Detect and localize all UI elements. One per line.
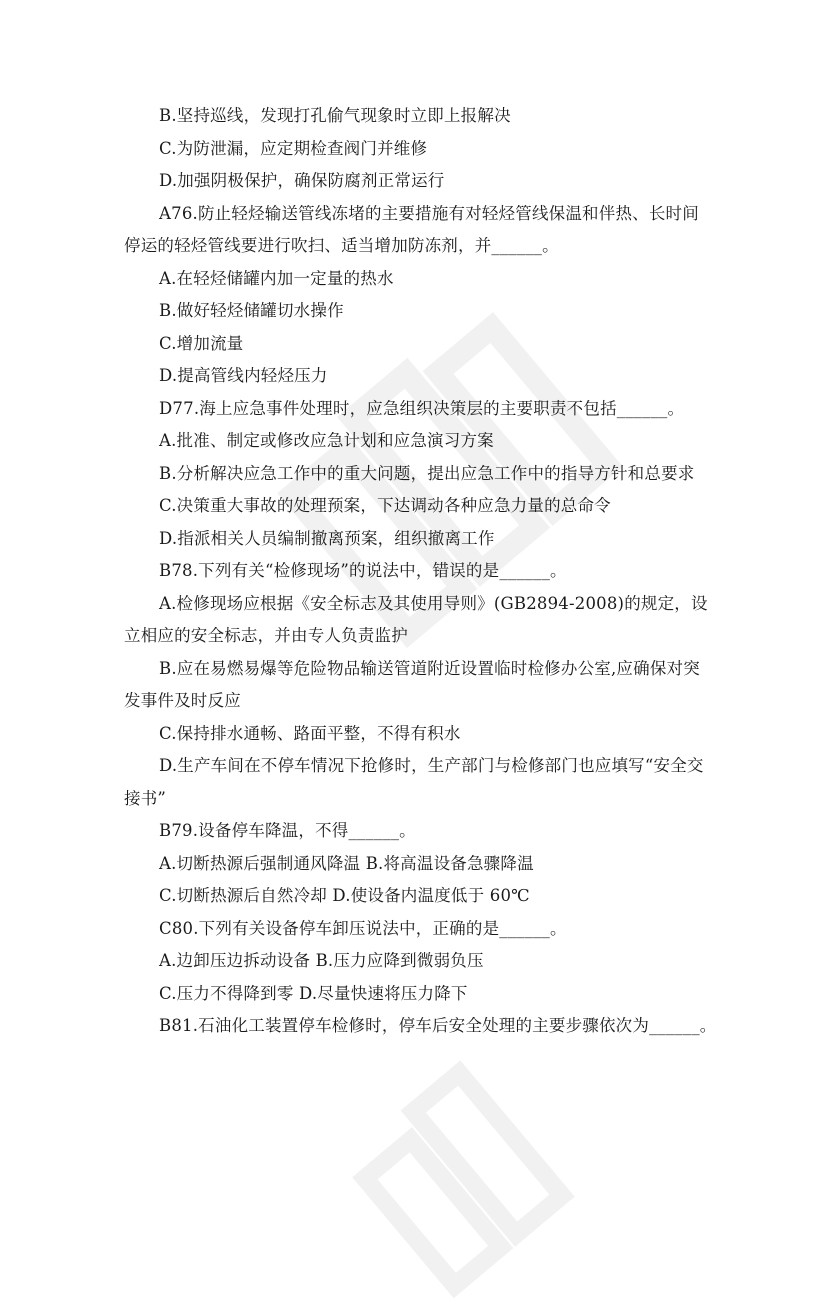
option-line: C.压力不得降到零 D.尽量快速将压力降下: [159, 983, 468, 1003]
document-body: [124, 100, 717, 1043]
question-81: B81.石油化工装置停车检修时，停车后安全处理的主要步骤依次为______。: [159, 1016, 717, 1035]
option-line: D.提高管线内轻烃压力: [159, 366, 328, 385]
option-line: D.指派相关人员编制撤离预案，组织撤离工作: [159, 528, 495, 548]
option-line: B.分析解决应急工作中的重大问题，提出应急工作中的指导方针和总要求: [159, 463, 695, 483]
question-77: D77.海上应急事件处理时，应急组织决策层的主要职责不包括______。: [159, 398, 685, 418]
option-line: C.增加流量: [159, 333, 244, 353]
question-79: B79.设备停车降温，不得______。: [159, 821, 416, 840]
option-line: C.为防泄漏，应定期检查阀门并维修: [159, 138, 428, 158]
option-line: A.批准、制定或修改应急计划和应急演习方案: [159, 431, 494, 450]
option-line: A.边卸压边拆动设备 B.压力应降到微弱负压: [159, 951, 484, 970]
option-line: C.保持排水通畅、路面平整，不得有积水: [159, 723, 461, 743]
option-line: C.决策重大事故的处理预案，下达调动各种应急力量的总命令: [159, 496, 611, 515]
question-76: A76.防止轻烃输送管线冻堵的主要措施有对轻烃管线保温和伴热、长时间停运的轻烃管线要进行吹扫、适当增加防冻剂，并______。: [124, 203, 699, 255]
option-line: D.生产车间在不停车情况下抢修时，生产部门与检修部门也应填写“安全交接书”: [124, 756, 704, 808]
watermark-logo-bottom: [324, 1006, 636, 1313]
option-line: A.在轻烃储罐内加一定量的热水: [159, 268, 394, 288]
option-line: B.做好轻烃储罐切水操作: [159, 301, 344, 320]
option-line: D.加强阴极保护，确保防腐剂正常运行: [159, 171, 445, 190]
option-line: A.检修现场应根据《安全标志及其使用导则》(GB2894-2008)的规定，设立相应的安全标志，并由专人负责监护: [124, 593, 708, 645]
option-line: B.应在易燃易爆等危险物品输送管道附近设置临时检修办公室,应确保对突发事件及时反应: [124, 658, 700, 710]
option-line: A.切断热源后强制通风降温 B.将高温设备急骤降温: [159, 853, 534, 873]
question-78: B78.下列有关“检修现场”的说法中，错误的是______。: [159, 561, 567, 580]
option-line: B.坚持巡线，发现打孔偷气现象时立即上报解决: [159, 106, 511, 125]
option-line: C.切断热源后自然冷却 D.使设备内温度低于 60℃: [159, 886, 530, 905]
question-80: C80.下列有关设备停车卸压说法中，正确的是______。: [159, 918, 567, 938]
